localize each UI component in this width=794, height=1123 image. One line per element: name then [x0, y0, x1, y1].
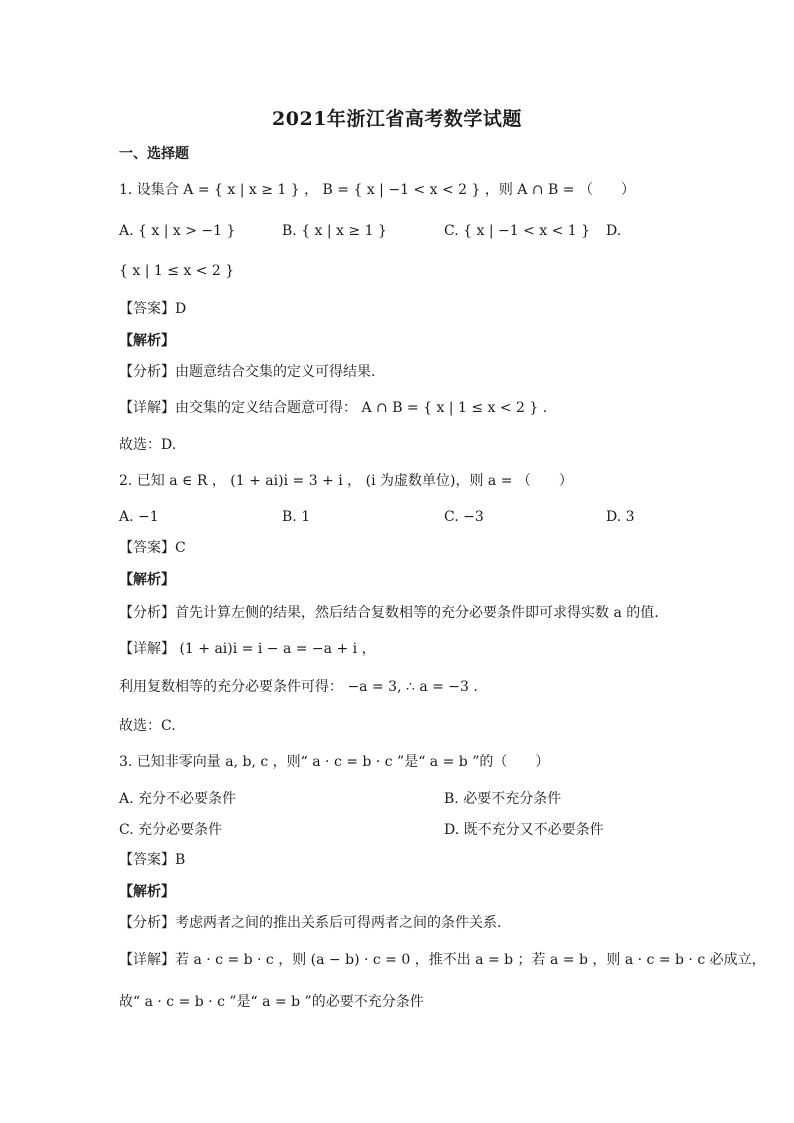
q2-jiexi: 【解析】	[119, 572, 175, 588]
q1-option-b: B. { x | x ≥ 1 }	[282, 223, 387, 239]
q2-option-d: D. 3	[606, 509, 635, 525]
q2-detail-2: 利用复数相等的充分必要条件可得： −a = 3, ∴ a = −3 .	[119, 679, 478, 695]
q1-detail: 【详解】由交集的定义结合题意可得： A ∩ B = { x | 1 ≤ x < 2 } .	[119, 400, 548, 416]
q2-answer: 【答案】C	[119, 540, 186, 556]
q1-stem: 1. 设集合 A = { x | x ≥ 1 } ， B = { x | −1 < x < 2 } ，则 A ∩ B = （ ）	[119, 182, 635, 198]
q1-option-a: A. { x | x > −1 }	[119, 223, 236, 239]
page-title: 2021年浙江省高考数学试题	[272, 108, 522, 130]
q3-jiexi: 【解析】	[119, 884, 175, 900]
q1-option-d-content: { x | 1 ≤ x < 2 }	[119, 263, 235, 279]
q2-choice: 故选：C.	[119, 718, 176, 734]
q2-option-a: A. −1	[119, 509, 159, 525]
q1-jiexi: 【解析】	[119, 333, 175, 349]
q1-option-d: D.	[606, 223, 622, 239]
q3-analysis: 【分析】考虑两者之间的推出关系后可得两者之间的条件关系.	[119, 915, 502, 931]
q3-answer: 【答案】B	[119, 852, 186, 868]
q2-option-b: B. 1	[282, 509, 311, 525]
q1-option-c: C. { x | −1 < x < 1 }	[444, 223, 591, 239]
q3-detail: 【详解】若 a · c = b · c ，则 (a − b) · c = 0 ，推不出 a = b ；若 a = b ，则 a · c = b · c 必成立，	[119, 952, 766, 968]
q3-stem: 3. 已知非零向量 a, b, c ，则“ a · c = b · c ”是“ a = b ”的（ ）	[119, 754, 550, 770]
q1-answer: 【答案】D	[119, 301, 187, 317]
q3-option-c: C. 充分必要条件	[119, 822, 223, 838]
q2-stem: 2. 已知 a ∈ R ， (1 + ai)i = 3 + i ， (i 为虚数单位)，则 a = （ ）	[119, 473, 573, 489]
q2-detail: 【详解】 (1 + ai)i = i − a = −a + i ，	[119, 641, 376, 657]
q2-analysis: 【分析】首先计算左侧的结果，然后结合复数相等的充分必要条件即可求得实数 a 的值.	[119, 605, 659, 621]
section-heading: 一、选择题	[119, 146, 189, 162]
q3-option-d: D. 既不充分又不必要条件	[444, 822, 604, 838]
q1-choice: 故选：D.	[119, 437, 177, 453]
q3-option-a: A. 充分不必要条件	[119, 791, 237, 807]
q3-conclusion: 故“ a · c = b · c ”是“ a = b ”的必要不充分条件	[119, 994, 424, 1010]
q1-analysis: 【分析】由题意结合交集的定义可得结果.	[119, 364, 376, 380]
q3-option-b: B. 必要不充分条件	[444, 791, 562, 807]
q2-option-c: C. −3	[444, 509, 484, 525]
